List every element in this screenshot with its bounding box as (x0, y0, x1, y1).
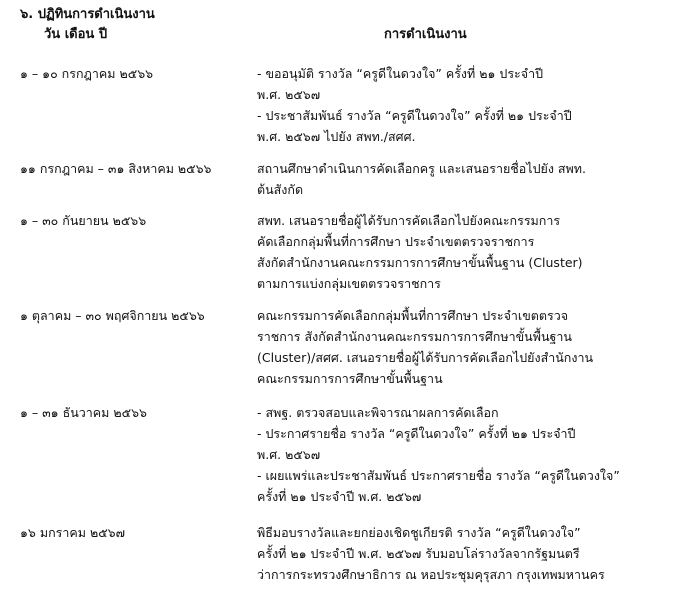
action-line: พ.ศ. ๒๕๖๗ (257, 87, 321, 102)
action-line: ว่าการกระทรวงศึกษาธิการ ณ หอประชุมคุรุสภา กรุงเทพมหานคร (257, 567, 605, 582)
action-line: สังกัดสำนักงานคณะกรรมการการศึกษาขั้นพื้นฐาน (Cluster) (257, 255, 583, 270)
row-action (257, 402, 659, 507)
action-line: พิธีมอบรางวัลและยกย่องเชิดชูเกียรติ รางวัล “ครูดีในดวงใจ” (257, 525, 581, 540)
row-date: ๑ – ๑๐ กรกฎาคม ๒๕๖๖ (20, 66, 154, 81)
action-line: คณะกรรมการการศึกษาขั้นพื้นฐาน (257, 371, 443, 386)
row-date: ๑๖ มกราคม ๒๕๖๗ (20, 525, 125, 540)
row-action (257, 522, 659, 585)
row-action (257, 63, 659, 147)
row-action (257, 210, 659, 294)
action-line: - ประกาศรายชื่อ รางวัล “ครูดีในดวงใจ” ครั้งที่ ๒๑ ประจำปี (257, 426, 576, 441)
row-action (257, 305, 659, 389)
row-date: ๑ ตุลาคม – ๓๐ พฤศจิกายน ๒๕๖๖ (20, 308, 205, 323)
row-date: ๑๑ กรกฎาคม – ๓๑ สิงหาคม ๒๕๖๖ (20, 161, 212, 176)
section-title: ๖. ปฏิทินการดำเนินงาน (20, 7, 155, 22)
action-line: - สพฐ. ตรวจสอบและพิจารณาผลการคัดเลือก (257, 405, 499, 420)
action-line: คณะกรรมการคัดเลือกกลุ่มพื้นที่การศึกษา ประจำเขตตรวจ (257, 308, 569, 323)
action-line: - ประชาสัมพันธ์ รางวัล “ครูดีในดวงใจ” ครั้งที่ ๒๑ ประจำปี (257, 108, 572, 123)
row-action (257, 158, 659, 200)
action-line: ต้นสังกัด (257, 182, 304, 197)
action-line: คัดเลือกกลุ่มพื้นที่การศึกษา ประจำเขตตรวจราชการ (257, 234, 535, 249)
action-line: - เผยแพร่และประชาสัมพันธ์ ประกาศรายชื่อ รางวัล “ครูดีในดวงใจ” (257, 468, 620, 483)
action-line: ตามการแบ่งกลุ่มเขตตรวจราชการ (257, 276, 441, 291)
action-line: - ขออนุมัติ รางวัล “ครูดีในดวงใจ” ครั้งที่ ๒๑ ประจำปี (257, 66, 544, 81)
action-line: ครั้งที่ ๒๑ ประจำปี พ.ศ. ๒๕๖๗ (257, 489, 422, 504)
row-date: ๑ – ๓๑ ธันวาคม ๒๕๖๖ (20, 405, 147, 420)
action-line: สถานศึกษาดำเนินการคัดเลือกครู และเสนอรายชื่อไปยัง สพท. (257, 161, 586, 176)
action-line: สพท. เสนอรายชื่อผู้ได้รับการคัดเลือกไปยังคณะกรรมการ (257, 213, 561, 228)
action-line: พ.ศ. ๒๕๖๗ (257, 447, 321, 462)
column-header-date: วัน เดือน ปี (44, 27, 108, 42)
action-line: ราชการ สังกัดสำนักงานคณะกรรมการการศึกษาขั้นพื้นฐาน (257, 329, 572, 344)
action-line: (Cluster)/สศศ. เสนอรายชื่อผู้ได้รับการคัดเลือกไปยังสำนักงาน (257, 350, 594, 365)
row-date: ๑ – ๓๐ กันยายน ๒๕๖๖ (20, 213, 147, 228)
action-line: ครั้งที่ ๒๑ ประจำปี พ.ศ. ๒๕๖๗ รับมอบโล่รางวัลจากรัฐมนตรี (257, 546, 580, 561)
action-line: พ.ศ. ๒๕๖๗ ไปยัง สพท./สศศ. (257, 129, 416, 144)
column-header-action: การดำเนินงาน (384, 27, 467, 42)
